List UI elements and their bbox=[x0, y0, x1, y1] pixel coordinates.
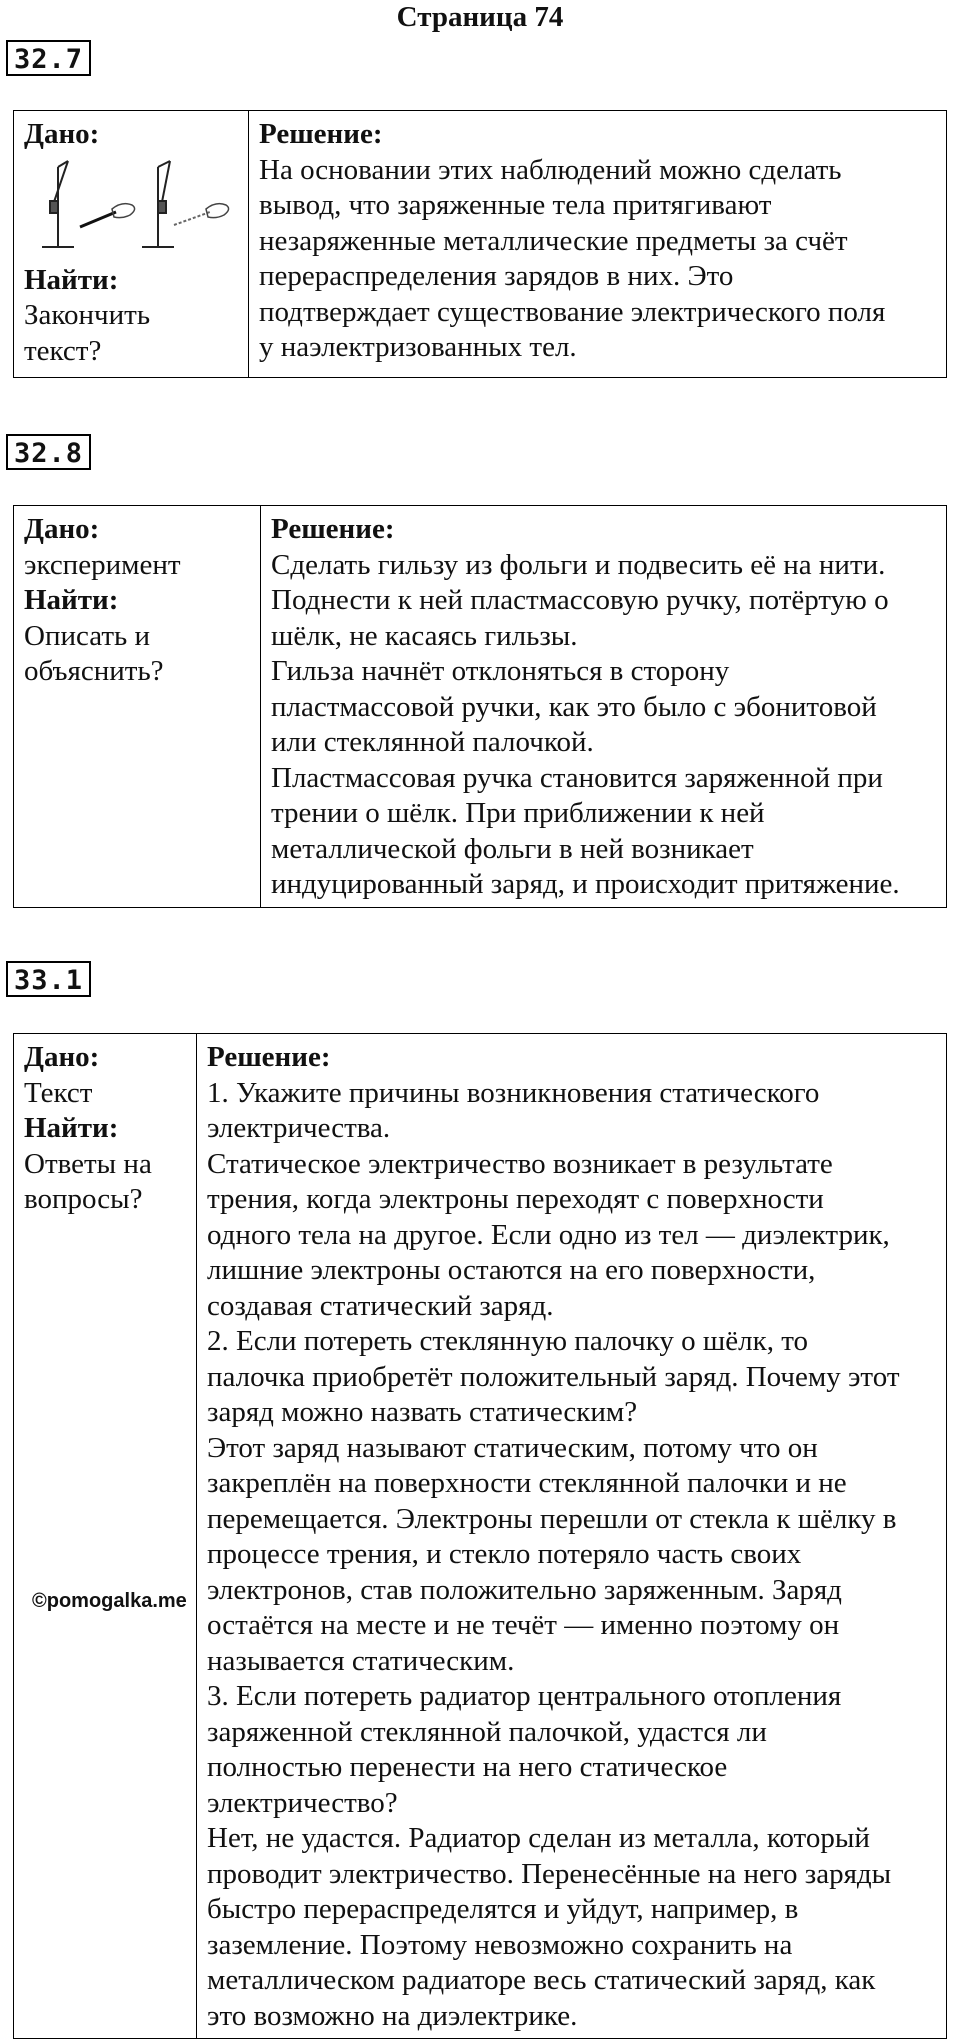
solution-line: остаётся на месте и не течёт — именно поэтому он bbox=[207, 1609, 840, 1641]
solution-line: одного тела на другое. Если одно из тел — диэлектрик, bbox=[207, 1218, 890, 1251]
page-title: Страница 74 bbox=[396, 1, 564, 33]
solution-line: электричества. bbox=[207, 1112, 391, 1144]
solution-line: Пластмассовая ручка становится заряженной при bbox=[271, 761, 883, 794]
solution-line: перемещается. Электроны перешли от стекла к шёлку в bbox=[207, 1502, 897, 1535]
given-label: Дано: bbox=[24, 1041, 100, 1073]
solution-line: Сделать гильзу из фольги и подвесить её на нити. bbox=[271, 548, 886, 581]
given-text-line: Текст bbox=[24, 1076, 93, 1109]
hand-right-icon bbox=[206, 203, 229, 217]
find-label: Найти: bbox=[24, 1112, 119, 1144]
solution-line: палочка приобретёт положительный заряд. Почему этот bbox=[207, 1360, 900, 1393]
solution-line: Нет, не удастся. Радиатор сделан из металла, который bbox=[207, 1822, 870, 1854]
task-table-33-1 bbox=[13, 1033, 947, 2039]
task-table-32-8 bbox=[13, 505, 947, 908]
find-text-line: Закончить bbox=[24, 299, 151, 331]
stand-right-icon bbox=[142, 161, 174, 247]
solution-line: заряд можно назвать статическим? bbox=[207, 1396, 638, 1428]
find-label: Найти: bbox=[24, 263, 119, 296]
task-number-32-7: 32.7 bbox=[6, 40, 91, 76]
solution-line: Этот заряд называют статическим, потому что он bbox=[207, 1431, 818, 1464]
task-number-32-8: 32.8 bbox=[6, 434, 91, 470]
solution-cell bbox=[261, 506, 947, 908]
solution-line: проводит электричество. Перенесённые на него заряды bbox=[207, 1857, 892, 1890]
electroscope-illustration bbox=[24, 157, 234, 257]
find-label: Найти: bbox=[24, 584, 119, 616]
given-label: Дано: bbox=[24, 118, 100, 150]
given-text-line: эксперимент bbox=[24, 548, 181, 581]
solution-line: индуцированный заряд, и происходит притяжение. bbox=[271, 868, 900, 900]
find-text-line: Описать и bbox=[24, 619, 150, 652]
solution-line: металлической фольги в ней возникает bbox=[271, 832, 754, 865]
find-text-line: объяснить? bbox=[24, 655, 164, 687]
solution-label: Решение: bbox=[207, 1041, 331, 1073]
solution-line: лишние электроны остаются на его поверхности, bbox=[207, 1254, 816, 1286]
solution-line: заряженной стеклянной палочкой, удастся ли bbox=[207, 1715, 767, 1748]
solution-line: быстро перераспределятся и уйдут, например, в bbox=[207, 1893, 799, 1925]
solution-cell bbox=[249, 111, 947, 378]
solution-line: создавая статический заряд. bbox=[207, 1289, 554, 1322]
solution-line: полностью перенести на него статическое bbox=[207, 1751, 728, 1783]
solution-line: На основании этих наблюдений можно сделать bbox=[259, 153, 842, 186]
find-text-line: вопросы? bbox=[24, 1183, 143, 1215]
solution-label: Решение: bbox=[271, 513, 395, 545]
solution-line: это возможно на диэлектрике. bbox=[207, 1999, 578, 2032]
solution-line: 1. Укажите причины возникновения статического bbox=[207, 1076, 820, 1109]
solution-line: Статическое электричество возникает в результате bbox=[207, 1147, 833, 1180]
solution-line: электричество? bbox=[207, 1786, 398, 1819]
find-text-line: текст? bbox=[24, 334, 102, 367]
solution-label: Решение: bbox=[259, 118, 383, 150]
solution-line: или стеклянной палочкой. bbox=[271, 726, 594, 758]
given-label: Дано: bbox=[24, 513, 100, 545]
solution-line: шёлк, не касаясь гильзы. bbox=[271, 619, 578, 652]
solution-line: процессе трения, и стекло потеряло часть своих bbox=[207, 1538, 802, 1570]
given-cell bbox=[14, 506, 261, 908]
task-number-33-1: 33.1 bbox=[6, 961, 91, 997]
given-cell bbox=[14, 111, 249, 378]
solution-line: Гильза начнёт отклоняться в сторону bbox=[271, 655, 730, 687]
solution-cell bbox=[197, 1034, 947, 2039]
solution-line: Поднести к ней пластмассовую ручку, потёртую о bbox=[271, 584, 889, 616]
stand-left-icon bbox=[42, 161, 74, 247]
solution-line: перераспределения зарядов в них. Это bbox=[259, 260, 734, 292]
solution-line: трении о шёлк. При приближении к ней bbox=[271, 797, 765, 829]
solution-line: 3. Если потереть радиатор центрального отопления bbox=[207, 1680, 842, 1712]
solution-line: металлическом радиаторе весь статический заряд, как bbox=[207, 1964, 876, 1996]
solution-line: 2. Если потереть стеклянную палочку о шёлк, то bbox=[207, 1325, 808, 1357]
watermark: ©pomogalka.me bbox=[32, 1590, 187, 1612]
solution-line: подтверждает существование электрического поля bbox=[259, 295, 886, 328]
find-text-line: Ответы на bbox=[24, 1147, 152, 1180]
solution-line: закреплён на поверхности стеклянной палочки и не bbox=[207, 1467, 847, 1499]
solution-line: называется статическим. bbox=[207, 1644, 515, 1677]
solution-line: электронов, став положительно заряженным. Заряд bbox=[207, 1573, 842, 1606]
solution-line: трения, когда электроны переходят с поверхности bbox=[207, 1183, 824, 1215]
solution-line: у наэлектризованных тел. bbox=[259, 331, 577, 363]
solution-line: вывод, что заряженные тела притягивают bbox=[259, 189, 772, 221]
solution-line: незаряженные металлические предметы за счёт bbox=[259, 224, 848, 257]
given-cell bbox=[14, 1034, 197, 2039]
rod-left-icon bbox=[80, 212, 116, 227]
solution-line: пластмассовой ручки, как это было с эбонитовой bbox=[271, 690, 877, 723]
task-table-32-7 bbox=[13, 110, 947, 378]
solution-line: заземление. Поэтому невозможно сохранить на bbox=[207, 1928, 793, 1961]
rod-right-icon bbox=[174, 212, 210, 225]
